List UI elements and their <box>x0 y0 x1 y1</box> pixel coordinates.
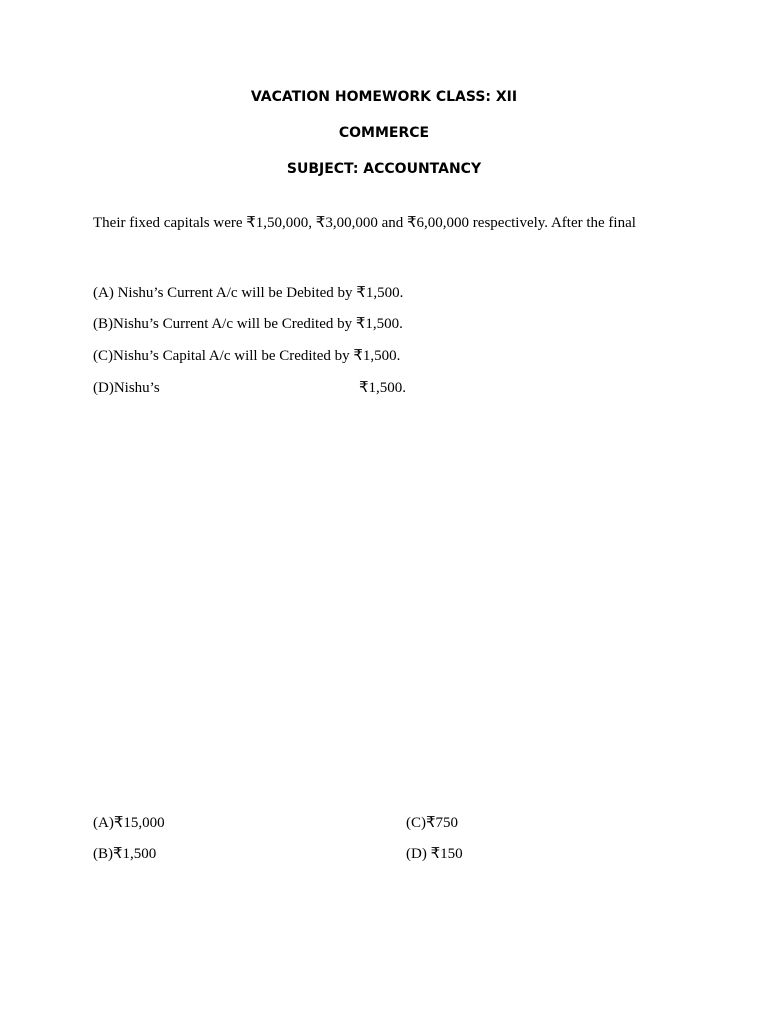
question-2-option-c: (C)₹750 <box>406 815 459 831</box>
question-2-option-b: (B)₹1,500 <box>93 846 157 862</box>
question-1-option-a: (A) Nishu’s Current A/c will be Debited by ₹1,500. <box>93 285 404 301</box>
stream-title: COMMERCE <box>338 125 430 141</box>
subject-title: SUBJECT: ACCOUNTANCY <box>286 161 482 177</box>
question-2-option-d: (D) ₹150 <box>406 846 463 862</box>
question-2-option-a: (A)₹15,000 <box>93 815 165 831</box>
question-1-option-c: (C)Nishu’s Capital A/c will be Credited by ₹1,500. <box>93 348 401 364</box>
question-1-option-b: (B)Nishu’s Current A/c will be Credited by ₹1,500. <box>93 316 403 332</box>
question-1-text: Their fixed capitals were ₹1,50,000, ₹3,00,000 and ₹6,00,000 respectively. After the final <box>93 215 636 231</box>
question-1-option-d-end: ₹1,500. <box>359 380 407 396</box>
homework-title: VACATION HOMEWORK CLASS: XII <box>250 89 518 105</box>
question-1-option-d-start: (D)Nishu’s <box>93 380 160 396</box>
